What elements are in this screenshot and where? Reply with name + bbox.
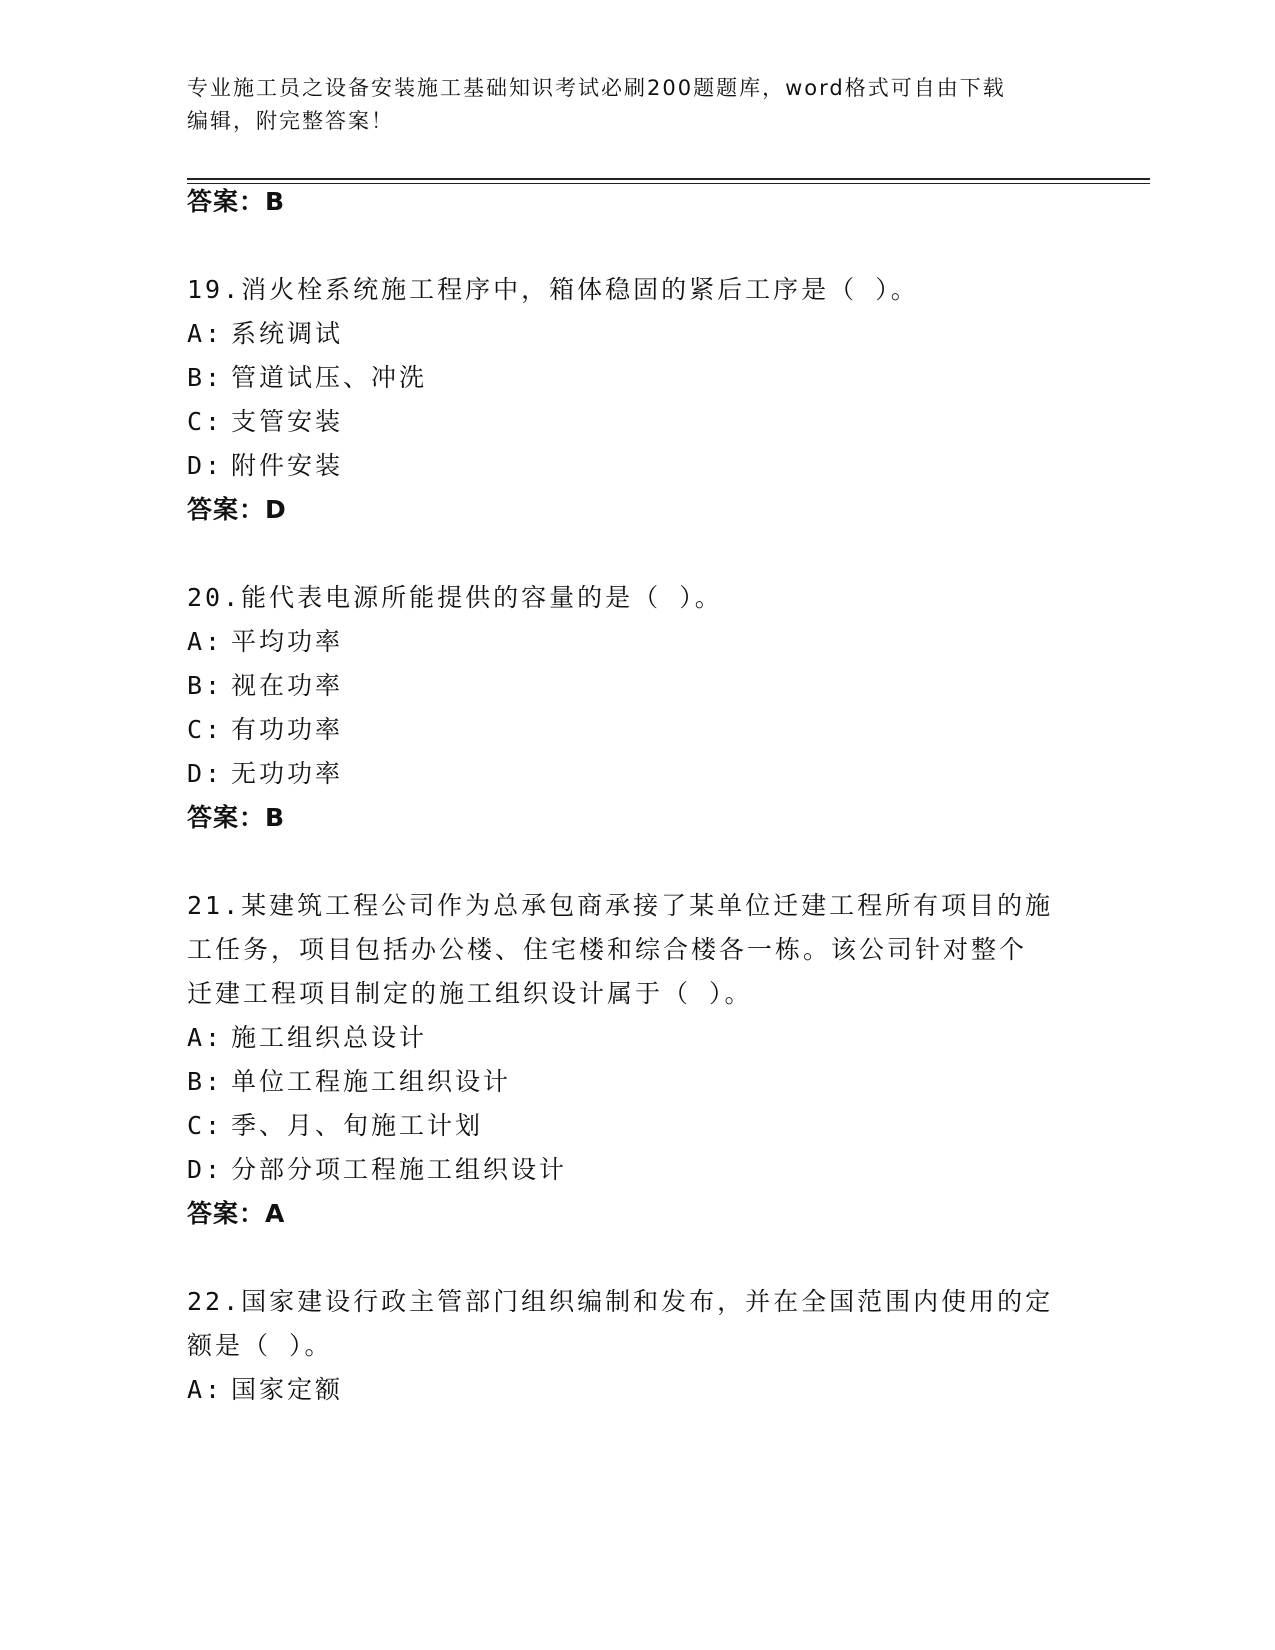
option-a	[187, 1372, 343, 1408]
question-text-line: 21.某建筑工程公司作为总承包商承接了某单位迁建工程所有项目的施	[187, 891, 1054, 920]
question-text-line: 工任务，项目包括办公楼、住宅楼和综合楼各一栋。该公司针对整个	[187, 935, 1028, 964]
question-text-line: 19.消火栓系统施工程序中，箱体稳固的紧后工序是（ ）。	[187, 275, 919, 304]
option-label: B:	[187, 363, 224, 392]
option-text: 附件安装	[231, 451, 344, 480]
option-label: B:	[187, 1067, 224, 1096]
option-text: 施工组织总设计	[231, 1023, 428, 1052]
option-b	[187, 360, 427, 396]
answer-line	[187, 800, 285, 836]
option-b	[187, 668, 343, 704]
answer-value: B	[265, 803, 286, 832]
option-label: D:	[187, 451, 224, 480]
option-text: 分部分项工程施工组织设计	[231, 1155, 568, 1184]
option-c	[187, 712, 343, 748]
option-d	[187, 1152, 567, 1188]
option-a	[187, 316, 343, 352]
option-text: 系统调试	[231, 319, 344, 348]
option-label: D:	[187, 1155, 224, 1184]
option-text: 无功功率	[231, 759, 344, 788]
question-text-line: 迁建工程项目制定的施工组织设计属于（ ）。	[187, 979, 753, 1008]
question-text-line: 20.能代表电源所能提供的容量的是（ ）。	[187, 583, 723, 612]
option-text: 单位工程施工组织设计	[231, 1067, 512, 1096]
option-text: 国家定额	[231, 1375, 344, 1404]
option-c	[187, 1108, 483, 1144]
option-text: 支管安装	[231, 407, 344, 436]
answer-value: B	[265, 187, 286, 216]
question-text-line: 22.国家建设行政主管部门组织编制和发布，并在全国范围内使用的定	[187, 1287, 1054, 1316]
option-text: 管道试压、冲洗	[231, 363, 428, 392]
option-label: A:	[187, 627, 224, 656]
option-a	[187, 624, 343, 660]
header-line-2: 编辑，附完整答案！	[187, 109, 394, 133]
option-c	[187, 404, 343, 440]
header-line-1: 专业施工员之设备安装施工基础知识考试必刷200题题库，word格式可自由下载	[187, 76, 1006, 100]
option-text: 视在功率	[231, 671, 344, 700]
option-text: 季、月、旬施工计划	[231, 1111, 484, 1140]
option-text: 有功功率	[231, 715, 344, 744]
answer-prefix: 答案：	[187, 1199, 266, 1228]
option-d	[187, 756, 343, 792]
header-rule-thin	[187, 183, 1150, 184]
answer-line	[187, 184, 285, 220]
option-label: B:	[187, 671, 224, 700]
answer-value: D	[265, 495, 287, 524]
option-label: A:	[187, 1375, 224, 1404]
option-a	[187, 1020, 427, 1056]
page-header	[187, 72, 1067, 138]
answer-line	[187, 492, 287, 528]
answer-prefix: 答案：	[187, 187, 266, 216]
option-label: A:	[187, 1023, 224, 1052]
question-text-line: 额是（ ）。	[187, 1331, 333, 1360]
answer-prefix: 答案：	[187, 803, 266, 832]
option-label: C:	[187, 1111, 224, 1140]
option-d	[187, 448, 343, 484]
answer-prefix: 答案：	[187, 495, 266, 524]
answer-line	[187, 1196, 285, 1232]
header-rule-thick	[187, 178, 1150, 180]
option-text: 平均功率	[231, 627, 344, 656]
option-label: C:	[187, 715, 224, 744]
option-label: A:	[187, 319, 224, 348]
option-label: C:	[187, 407, 224, 436]
option-b	[187, 1064, 511, 1100]
answer-value: A	[265, 1199, 286, 1228]
option-label: D:	[187, 759, 224, 788]
